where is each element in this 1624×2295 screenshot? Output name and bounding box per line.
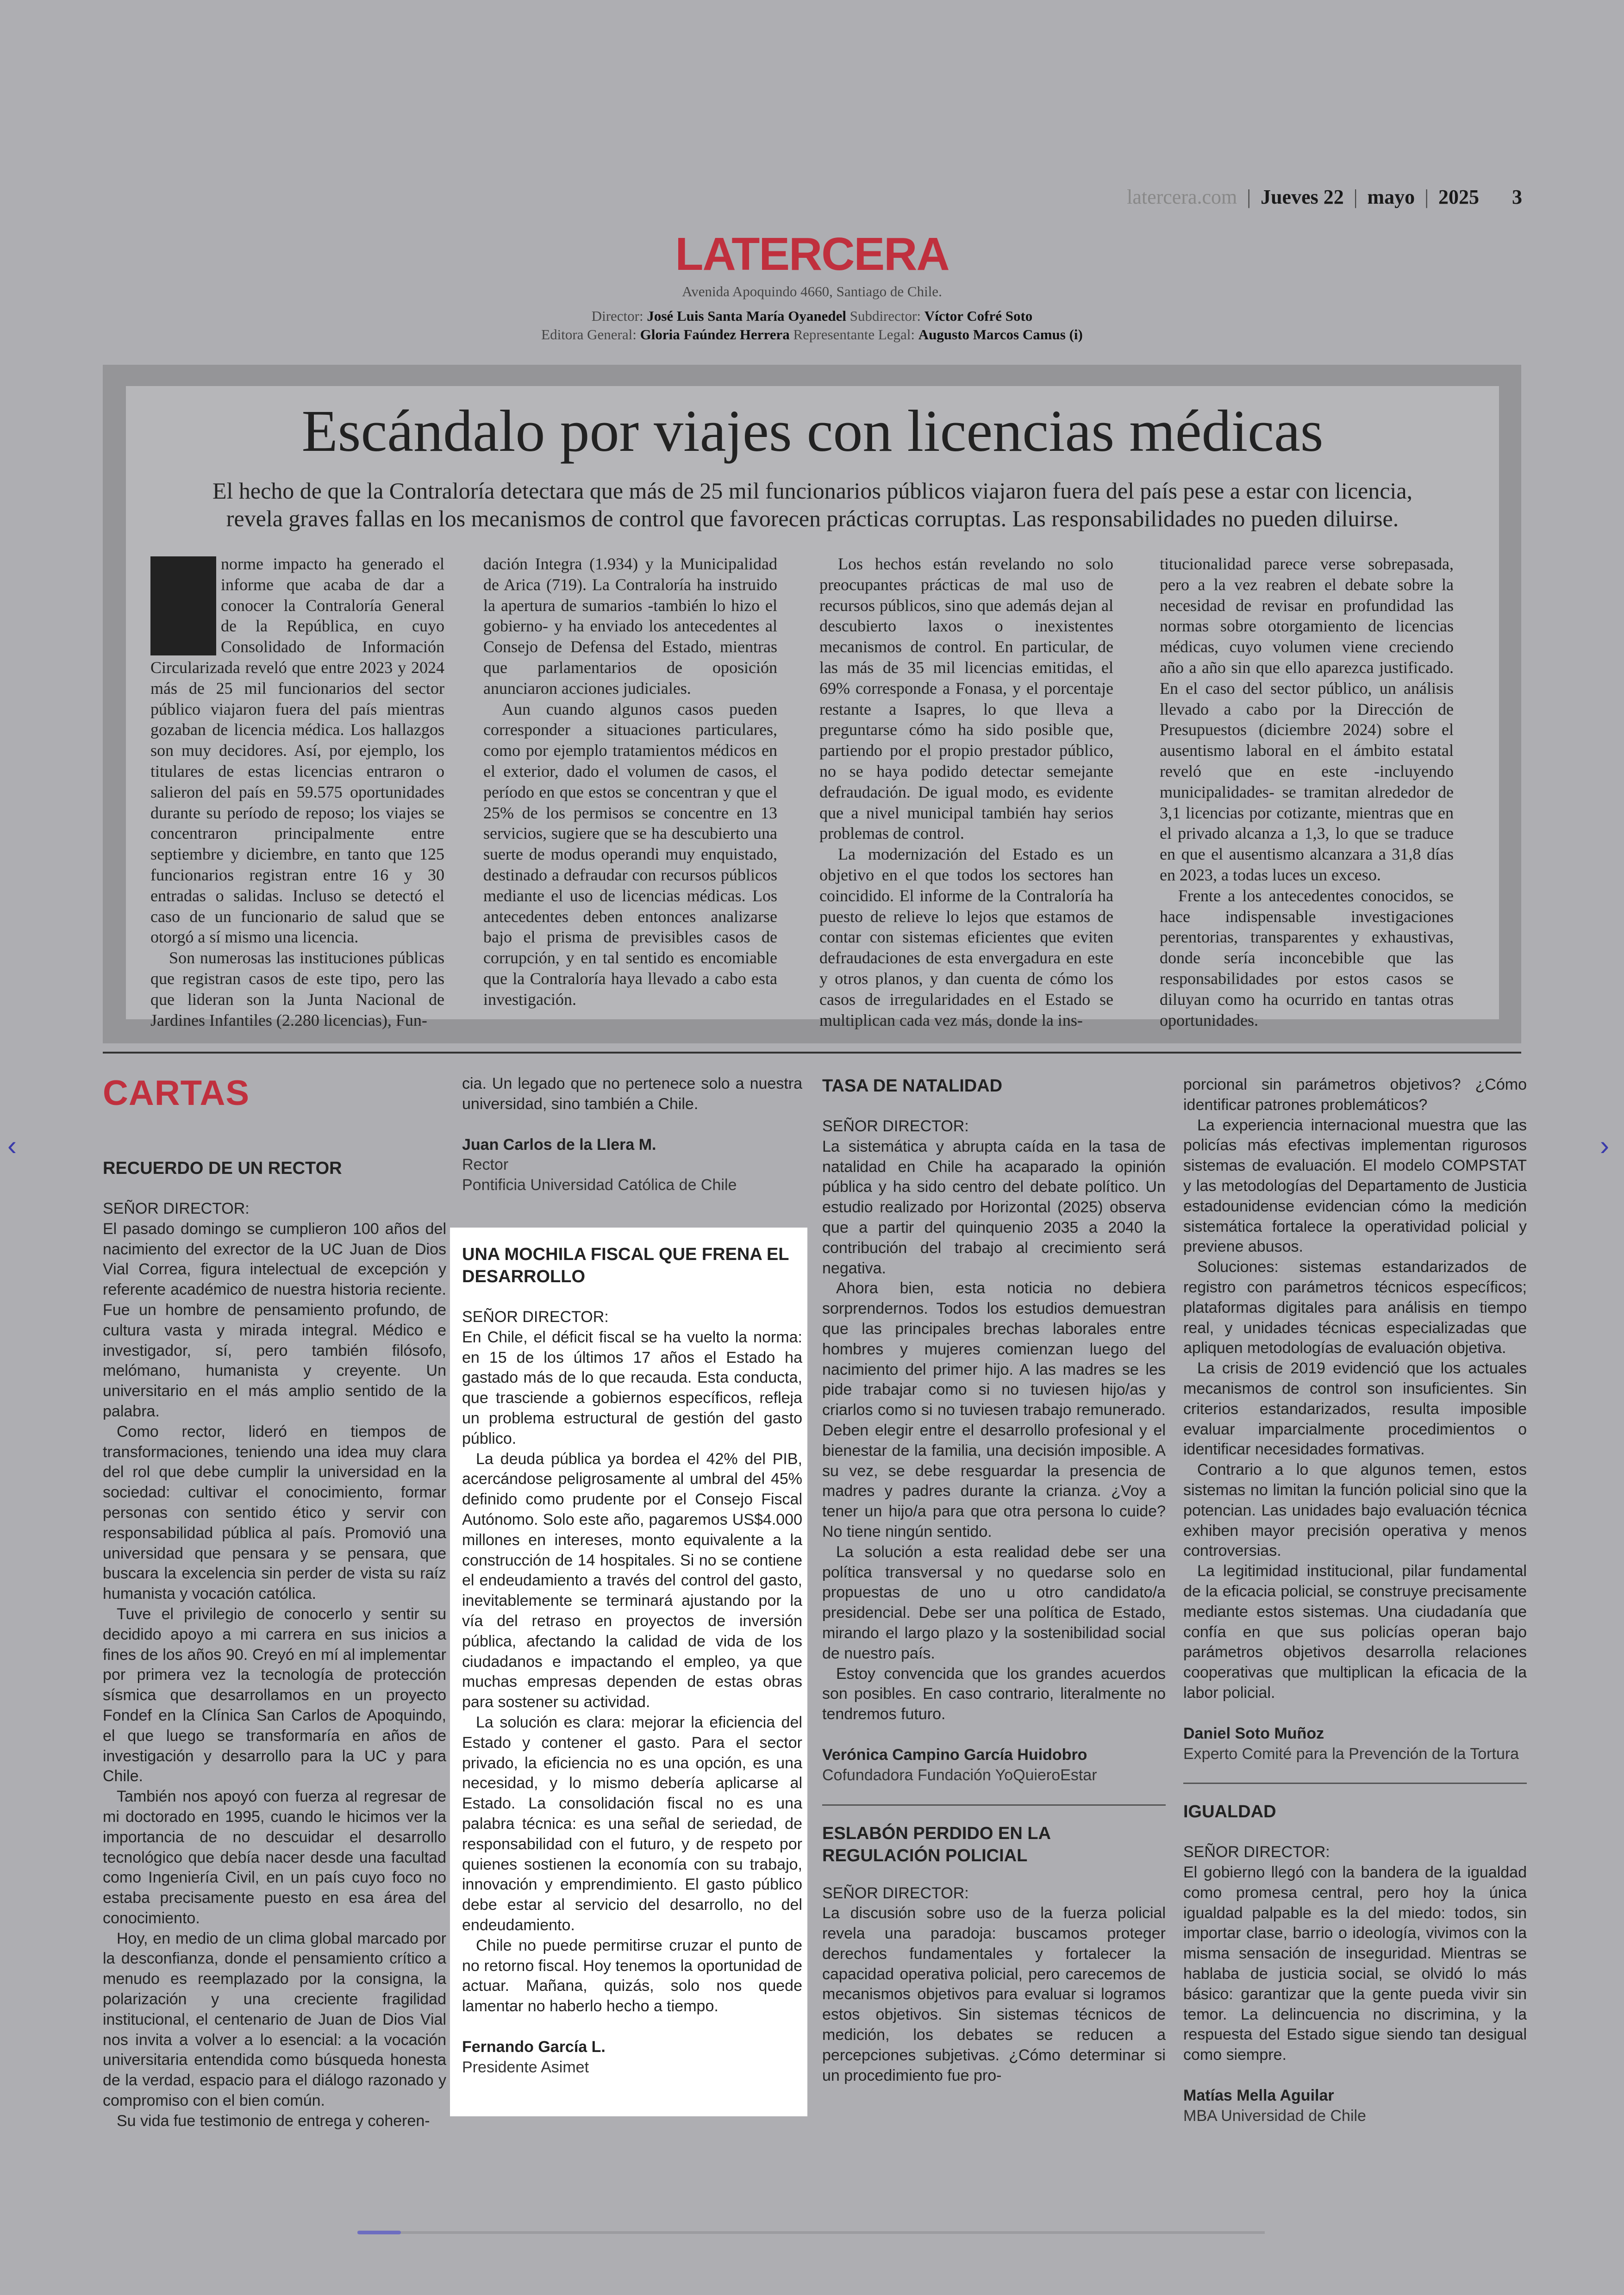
letter-paragraph: La solución es clara: mejorar la eficiencia del Estado y contener el gasto. Para el sector privado, la eficiencia no es una opción, es una necesidad, y lo mismo debería aplicarse al Estado. La consolidación fiscal no es una palabra técnica: es una señal de seriedad, de responsabilidad con el futuro, y de respeto por quienes sostienen la economía con su trabajo, innovación y emprendimiento. El gasto público debe estar al servicio del desarrollo, no del endeudamiento. bbox=[462, 1713, 802, 1934]
next-page-icon[interactable]: › bbox=[1600, 1130, 1609, 1161]
letter-heading: UNA MOCHILA FISCAL QUE FRENA EL DESARROLLO bbox=[462, 1245, 789, 1286]
letter-divider bbox=[822, 1804, 1166, 1806]
letter-paragraph: Su vida fue testimonio de entrega y coheren- bbox=[117, 2112, 430, 2130]
header-month: mayo bbox=[1367, 186, 1415, 208]
page-scroll-track[interactable] bbox=[357, 2231, 1265, 2234]
letter-paragraph: En Chile, el déficit fiscal se ha vuelto la norma: en 15 de los últimos 17 años el Estado ha gastado más de lo que recauda. Esta conducta, que trasciende a gobiernos específicos, refleja un problema estructural de gestión del gasto público. bbox=[462, 1328, 802, 1447]
author-role: Rector bbox=[462, 1156, 509, 1174]
letter-paragraph: cia. Un legado que no pertenece solo a nuestra universidad, sino también a Chile. bbox=[462, 1075, 802, 1113]
editorial-subtitle: El hecho de que la Contraloría detectara que más de 25 mil funcionarios públicos viajaron fuera del país pese a estar con licencia, revela graves fallas en los mecanismos de control que favorecen prácticas corruptas. Las responsabilidades no pueden diluirse. bbox=[212, 478, 1413, 531]
page-header: latercera.com | Jueves 22 | mayo | 2025 3 bbox=[1127, 186, 1522, 208]
editorial-title: Escándalo por viajes con licencias médicas bbox=[301, 398, 1324, 464]
editorial-paragraph: Los hechos están revelando no solo preocupantes prácticas de mal uso de recursos públicos, sino que además dejan al descubierto laxos o inexistentes mecanismos de control. En particular, de las más de 35 mil licencias emitidas, el 69% corresponde a Fonasa, y el porcentaje restante a Isapres, lo que lleva a preguntarse cómo ha sido posible que, partiendo por el propio prestador público, no se haya podido detectar semejante defraudación. De igual modo, es evidente que a nivel municipal también hay serios problemas de control. bbox=[819, 555, 1113, 843]
salutation: SEÑOR DIRECTOR: bbox=[1183, 1843, 1330, 1861]
header-year: 2025 bbox=[1438, 186, 1479, 208]
letter-author: Verónica Campino García Huidobro bbox=[822, 1746, 1087, 1764]
author-institution: Pontificia Universidad Católica de Chile bbox=[462, 1176, 737, 1194]
letter-heading: TASA DE NATALIDAD bbox=[822, 1076, 1003, 1096]
letter-paragraph: La discusión sobre uso de la fuerza policial revela una paradoja: buscamos proteger derechos fundamentales y fortalecer la capacidad operativa policial, pero carecemos de mecanismos objetivos para evaluar si logramos estos objetivos. Sin sistemas técnicos de medición, los debates se reducen a percepciones subjetivas. ¿Cómo determinar si un procedimiento fue pro- bbox=[822, 1904, 1166, 2084]
letter-heading: IGUALDAD bbox=[1183, 1802, 1276, 1822]
letter-rector-continued bbox=[462, 1074, 802, 1196]
editorial-paragraph: norme impacto ha generado el informe que acaba de dar a conocer la Contraloría General de la República, en cuyo Consolidado de Información Circularizada reveló que entre 2023 y 2024 más de 25 mil funcionarios del sector público viajaron fuera del país mientras gozaban de licencia médica. Los hallazgos son muy decidores. Así, por ejemplo, los titulares de estas licencias entraron o salieron del país en 59.575 oportunidades durante su período de reposo; los viajes se concentraron principalmente entre septiembre y diciembre, en tanto que 125 funcionarios registran entre 16 y 30 entradas o salidas. Incluso se detectó el caso de un funcionario de salud que se otorgó a sí mismo una licencia. bbox=[150, 555, 444, 947]
letter-paragraph: Tuve el privilegio de conocerlo y sentir su decidido apoyo a mi carrera en sus inicios a fines de los años 90. Creyó en mí al implementar por primera vez la tecnología de protección sísmica que desarrollamos en un proyecto Fondef en la Clínica San Carlos de Apoquindo, el que luego se transformaría en años de investigación y desarrollo para la UC y para Chile. bbox=[103, 1605, 446, 1785]
letter-paragraph: El pasado domingo se cumplieron 100 años del nacimiento del exrector de la UC Juan de Dios Vial Correa, figura intelectual de excepción y referente académico de nuestra historia reciente. Fue un hombre de pensamiento profundo, de cultura vasta y mirada integral. Médico e investigador, sí, pero también filósofo, melómano, humanista y creyente. Un universitario en el más amplio sentido de la palabra. bbox=[103, 1220, 446, 1420]
header-day: Jueves 22 bbox=[1261, 186, 1344, 208]
letter-paragraph: Contrario a lo que algunos temen, estos sistemas no limitan la función policial sino que la potencian. Las unidades bajo evaluación técnica exhiben mayor precisión operativa y menos controversias. bbox=[1183, 1461, 1527, 1560]
author-role: Presidente Asimet bbox=[462, 2058, 589, 2076]
letter-paragraph: La experiencia internacional muestra que las policías más efectivas implementan rigurosos sistemas de evaluación. El modelo COMPSTAT y las metodologías del Departamento de Justicia estadounidense evidencian cómo la medición sistemática fortalece la operatividad policial y previene abusos. bbox=[1183, 1116, 1527, 1256]
letter-paragraph: La crisis de 2019 evidenció que los actuales mecanismos de control son insuficientes. Sin criterios estandarizados, resulta imposible evaluar imparcialmente procedimientos o identificar necesidades formativas. bbox=[1183, 1360, 1527, 1459]
section-divider bbox=[103, 1052, 1521, 1054]
letter-paragraph: El gobierno llegó con la bandera de la igualdad como promesa central, pero hoy la única igualdad palpable es la del miedo: todos, sin importar clase, barrio o ideología, vivimos con la misma sensación de inseguridad. Mientras se hablaba de justicia social, se olvidó lo más básico: garantizar que la gente pueda vivir sin temor. La delincuencia no discrimina, y la respuesta del Estado sigue siendo tan desigual como siempre. bbox=[1183, 1864, 1527, 2064]
letter-paragraph: porcional sin parámetros objetivos? ¿Cómo identificar patrones problemáticos? bbox=[1183, 1076, 1527, 1114]
letter-author: Fernando García L. bbox=[462, 2038, 606, 2056]
letter-paragraph: La solución a esta realidad debe ser una política transversal y no quedarse solo en propuestas de uno u otro candidato/a presidencial. Debe ser una política de Estado, mirando el largo plazo y la sostenibilidad social de nuestro país. bbox=[822, 1543, 1166, 1662]
letter-natalidad bbox=[822, 1075, 1166, 2086]
letter-paragraph: Hoy, en medio de un clima global marcado por la desconfianza, donde el pensamiento crítico a menudo es reemplazado por la consigna, la polarización y una creciente fragilidad institucional, el centenario de Juan de Dios Vial nos invita a volver a lo esencial: a la vocación universitaria entendida como búsqueda honesta de la verdad, espacio para el diálogo razonado y compromiso con el bien común. bbox=[103, 1929, 446, 2110]
editorial-paragraph: Son numerosas las instituciones públicas que registran casos de este tipo, pero las que lideran son la Junta Nacional de Jardines Infantiles (2.280 licencias), Fun- bbox=[150, 948, 444, 1029]
letter-heading: ESLABÓN PERDIDO EN LA REGULACIÓN POLICIAL bbox=[822, 1823, 1050, 1865]
letter-heading: RECUERDO DE UN RECTOR bbox=[103, 1159, 342, 1178]
letter-divider bbox=[1183, 1783, 1527, 1784]
author-role: Cofundadora Fundación YoQuieroEstar bbox=[822, 1766, 1097, 1784]
letter-eslabon-continued bbox=[1183, 1075, 1527, 2127]
salutation: SEÑOR DIRECTOR: bbox=[822, 1117, 969, 1135]
editor-credit: Editora General: Gloria Faúndez Herrera Representante Legal: Augusto Marcos Camus (i) bbox=[541, 326, 1083, 343]
editorial-paragraph: La modernización del Estado es un objetivo en el que todos los sectores han coincidido. El informe de la Contraloría ha puesto de relieve lo lejos que estamos de contar con sistemas eficientes que eviten defraudaciones de esta envergadura en este y otros planos, y dan cuenta de cómo los casos de irregularidades en el Estado se multiplican cada vez más, donde la ins- bbox=[819, 845, 1113, 1029]
editorial-column-3 bbox=[819, 554, 1113, 1030]
editorial-column-2 bbox=[483, 554, 777, 1010]
cartas-section-title: CARTAS bbox=[103, 1073, 250, 1113]
editorial-paragraph: titucionalidad parece verse sobrepasada, pero a la vez reabren el debate sobre la necesidad de revisar en profundidad las normas sobre otorgamiento de licencias médicas, cuyo volumen viene creciendo año a año sin que ello aparezca justificado. En el caso del sector público, un análisis llevado a cabo por la Dirección de Presupuestos (diciembre 2024) sobre el ausentismo laboral en el ámbito estatal reveló que en este -incluyendo municipalidades- se tramitan alrededor de 3,1 licencias por cotizante, mientras que en el privado alcanza a 1,3, lo que se traduce en que el ausentismo alcanzara a 31,8 días en 2023, a todas luces un exceso. bbox=[1160, 555, 1454, 884]
letter-author: Matías Mella Aguilar bbox=[1183, 2087, 1334, 2105]
editorial-paragraph: Frente a los antecedentes conocidos, se hace indispensable investigaciones perentorias, transparentes y exhaustivas, donde sería inconcebible que las responsabilidades por estos casos se diluyan como ha ocurrido en tantas otras oportunidades. bbox=[1160, 886, 1454, 1029]
letter-paragraph: Soluciones: sistemas estandarizados de registro con parámetros técnicos específicos; plataformas digitales para análisis en tiempo real, y unidades técnicas especializadas que apliquen metodologías de evaluación objetiva. bbox=[1183, 1258, 1527, 1357]
letter-paragraph: Estoy convencida que los grandes acuerdos son posibles. En caso contrario, literalmente no tendremos futuro. bbox=[822, 1665, 1166, 1723]
letter-paragraph: Ahora bien, esta noticia no debiera sorprendernos. Todos los estudios demuestran que las principales brechas laborales entre hombres y mujeres comienzan luego del nacimiento del primer hijo. A las madres se les pide trabajar como si no tuviesen hijo/as y criarlos como si no tuviesen trabajo remunerado. Deben elegir entre el desarrollo profesional y el bienestar de la familia, una decisión imposible. A su vez, se debe resguardar la presencia de madres y padres durante la crianza. ¿Voy a tener un hijo/a para que otra persona lo cuide? No tiene ningún sentido. bbox=[822, 1279, 1166, 1540]
newspaper-logo: LATERCERA bbox=[675, 228, 949, 280]
letter-paragraph: La deuda pública ya bordea el 42% del PIB, acercándose peligrosamente al umbral del 45% definido como prudente por el Consejo Fiscal Autónomo. Solo este año, pagaremos US$4.000 millones en intereses, monto equivalente a la construcción de 14 hospitales. Si no se contiene el endeudamiento a través del control del gasto, inevitablemente se terminará ajustando por la vía del retraso en proyectos de inversión pública, afectando la calidad de vida de los ciudadanos e impactando el empleo, ya que muchas empresas dependen de estas obras para sostener su actividad. bbox=[462, 1450, 802, 1711]
letter-author: Juan Carlos de la Llera M. bbox=[462, 1135, 656, 1154]
address: Avenida Apoquindo 4660, Santiago de Chile. bbox=[682, 283, 942, 299]
author-role: MBA Universidad de Chile bbox=[1183, 2107, 1366, 2125]
letter-paragraph: Como rector, lideró en tiempos de transformaciones, teniendo una idea muy clara del rol que debe cumplir la universidad en la sociedad: cultivar el conocimiento, formar personas con sentido ético y servir con responsabilidad pública al país. Promovió una universidad que pensara y se pensara, que buscara la excelencia sin perder de vista su raíz humanista y vocación católica. bbox=[103, 1422, 446, 1603]
site-name: latercera.com bbox=[1127, 186, 1237, 208]
editorial-paragraph: dación Integra (1.934) y la Municipalidad de Arica (719). La Contraloría ha instruido la apertura de sumarios -también lo hizo el gobierno- y ha enviado los antecedentes al Consejo de Defensa del Estado, mientras que parlamentarios de oposición anunciaron acciones judiciales. bbox=[483, 555, 777, 698]
drop-cap: E bbox=[150, 556, 216, 655]
salutation: SEÑOR DIRECTOR: bbox=[462, 1308, 609, 1326]
editorial-column-4 bbox=[1160, 554, 1454, 1030]
letter-author: Daniel Soto Muñoz bbox=[1183, 1724, 1324, 1742]
editorial-column-1 bbox=[150, 554, 444, 1030]
letter-paragraph: También nos apoyó con fuerza al regresar de mi doctorado en 1995, cuando le hicimos ver la importancia de no descuidar el desarrollo tecnológico que debía nacer desde una facultad como Ingeniería Civil, en un país cuyo foco no estaba precisamente puesto en esa área del conocimiento. bbox=[103, 1788, 446, 1927]
director-credit: Director: José Luis Santa María Oyanedel Subdirector: Víctor Cofré Soto bbox=[591, 308, 1033, 324]
salutation: SEÑOR DIRECTOR: bbox=[822, 1884, 969, 1902]
letter-mochila bbox=[462, 1243, 802, 2077]
previous-page-icon[interactable]: ‹ bbox=[7, 1130, 17, 1161]
letter-paragraph: Chile no puede permitirse cruzar el punto de no retorno fiscal. Hoy tenemos la oportunidad de actuar. Mañana, quizás, solo nos quede lamentar no haberlo hecho a tiempo. bbox=[462, 1936, 802, 2015]
author-role: Experto Comité para la Prevención de la Tortura bbox=[1183, 1745, 1519, 1763]
page-number: 3 bbox=[1512, 186, 1522, 208]
page-scroll-thumb[interactable] bbox=[357, 2231, 401, 2234]
letter-rector bbox=[103, 1157, 446, 2132]
letter-paragraph: La legitimidad institucional, pilar fundamental de la eficacia policial, se construye precisamente mediante estos sistemas. Una ciudadanía que confía en que sus policías operan bajo parámetros objetivos desarrolla relaciones cooperativas que multiplican la eficacia de la labor policial. bbox=[1183, 1562, 1527, 1702]
letter-paragraph: La sistemática y abrupta caída en la tasa de natalidad en Chile ha acaparado la opinión pública y ha sido centro del debate político. Un estudio realizado por Horizontal (2025) observa que a partir del quinquenio 2035 a 2040 la contribución del trabajo al crecimiento será negativa. bbox=[822, 1137, 1166, 1277]
salutation: SEÑOR DIRECTOR: bbox=[103, 1200, 250, 1217]
editorial-paragraph: Aun cuando algunos casos pueden corresponder a situaciones particulares, como por ejemplo tratamientos médicos en el exterior, dado el volumen de casos, el período en que estos se concentran y que el 25% de los permisos se concentre en 13 servicios, sugiere que se ha descubierto una suerte de modus operandi muy enquistado, destinado a defraudar con recursos públicos mediante el uso de licencias médicas. Los antecedentes deben entonces analizarse bajo el prisma de previsibles casos de corrupción, y en tal sentido es encomiable que la Contraloría haya llevado a cabo esta investigación. bbox=[483, 699, 777, 1009]
